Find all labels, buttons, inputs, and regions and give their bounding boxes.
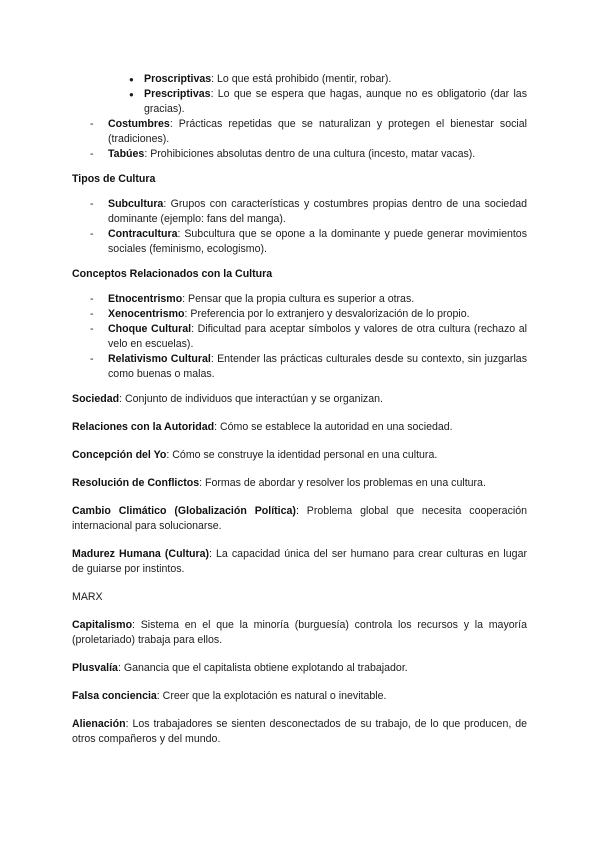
term: Plusvalía — [72, 662, 118, 674]
definition: : Creer que la explotación es natural o inevitable. — [156, 690, 387, 702]
bullet-marker: ● — [129, 75, 134, 84]
definition-alienacion — [72, 717, 527, 747]
term: Relativismo Cultural — [108, 353, 211, 365]
dash-marker: - — [90, 308, 94, 320]
definition: : Cómo se establece la autoridad en una sociedad. — [214, 421, 453, 433]
conceptos-list — [72, 292, 527, 382]
definition: : Problema global que necesita cooperación internacional para solucionarse. — [72, 505, 528, 532]
term: Choque Cultural — [108, 323, 192, 335]
definition: : Conjunto de individuos que interactúan y se organizan. — [119, 393, 383, 405]
term: Madurez Humana (Cultura) — [72, 548, 210, 560]
dash-marker: - — [90, 148, 94, 160]
definition: : Preferencia por lo extranjero y desvalorización de lo propio. — [184, 308, 470, 320]
definition-autoridad — [72, 420, 527, 435]
term: Proscriptivas — [144, 73, 212, 85]
dash-marker: - — [90, 323, 94, 335]
section-label-marx: MARX — [72, 591, 103, 603]
term: Resolución de Conflictos — [72, 477, 200, 489]
definition: : Dificultad para aceptar símbolos y valores de otra cultura (rechazo al velo en escuelas). — [108, 323, 527, 350]
term: Etnocentrismo — [108, 293, 183, 305]
dash-marker: - — [90, 198, 94, 210]
dash-marker: - — [90, 353, 94, 365]
bullet-marker: ● — [129, 90, 134, 99]
definition-resolucion — [72, 476, 527, 491]
definition: : Formas de abordar y resolver los problemas en una cultura. — [199, 477, 486, 489]
document-page — [72, 72, 527, 747]
list-item — [72, 147, 527, 162]
term: Sociedad — [72, 393, 120, 405]
list-item — [72, 72, 527, 87]
term: Contracultura — [108, 228, 178, 240]
definition-capitalismo — [72, 618, 527, 648]
list-item — [72, 307, 527, 322]
section-heading-conceptos: Conceptos Relacionados con la Cultura — [72, 268, 273, 280]
term: Relaciones con la Autoridad — [72, 421, 215, 433]
term: Concepción del Yo — [72, 449, 167, 461]
definition: : Grupos con características y costumbres propias dentro de una sociedad dominante (ejemplo: fans del manga). — [108, 198, 527, 225]
term: Tabúes — [108, 148, 145, 160]
list-item — [72, 87, 527, 117]
list-item — [72, 197, 527, 227]
definition-plusvalia — [72, 661, 527, 676]
dash-marker: - — [90, 228, 94, 240]
definition-concepcion-yo — [72, 448, 527, 463]
list-item — [72, 117, 527, 147]
list-item — [72, 352, 527, 382]
dash-marker: - — [90, 118, 94, 130]
definition-sociedad — [72, 392, 527, 407]
section-heading-tipos: Tipos de Cultura — [72, 173, 156, 185]
definition: : Los trabajadores se sienten desconectados de su trabajo, de lo que producen, de otros compañeros y del mundo. — [72, 718, 527, 745]
definition-madurez — [72, 547, 527, 577]
term: Falsa conciencia — [72, 690, 157, 702]
term: Capitalismo — [72, 619, 133, 631]
definition: : Lo que está prohibido (mentir, robar). — [211, 73, 392, 85]
term: Alienación — [72, 718, 126, 730]
definition-cambio-climatico — [72, 504, 527, 534]
definition: : Ganancia que el capitalista obtiene explotando al trabajador. — [117, 662, 408, 674]
term: Xenocentrismo — [108, 308, 185, 320]
definition-falsa-conciencia — [72, 689, 527, 704]
definition: : Prohibiciones absolutas dentro de una cultura (incesto, matar vacas). — [144, 148, 476, 160]
list-item — [72, 292, 527, 307]
dash-marker: - — [90, 293, 94, 305]
term: Costumbres — [108, 118, 170, 130]
definition: : Pensar que la propia cultura es superior a otras. — [182, 293, 415, 305]
definition: : Subcultura que se opone a la dominante y puede generar movimientos sociales (feminismo, ecologismo). — [108, 228, 527, 255]
definition: : Entender las prácticas culturales desde su contexto, sin juzgarlas como buenas o malas. — [108, 353, 527, 380]
definition: : La capacidad única del ser humano para crear culturas en lugar de guiarse por instintos. — [72, 548, 527, 575]
norms-list — [72, 117, 527, 162]
term: Cambio Climático (Globalización Política) — [72, 505, 296, 517]
definition: : Sistema en el que la minoría (burguesía) controla los recursos y la mayoría (proletariado) trabaja para ellos. — [72, 619, 527, 646]
list-item — [72, 322, 527, 352]
term: Prescriptivas — [144, 88, 211, 100]
term: Subcultura — [108, 198, 164, 210]
list-item — [72, 227, 527, 257]
definition: : Lo que se espera que hagas, aunque no es obligatorio (dar las gracias). — [144, 88, 527, 115]
definition: : Prácticas repetidas que se naturalizan y protegen el bienestar social (tradiciones). — [108, 118, 527, 145]
definition: : Cómo se construye la identidad personal en una cultura. — [166, 449, 438, 461]
tipos-list — [72, 197, 527, 257]
norms-sublist — [72, 72, 527, 117]
